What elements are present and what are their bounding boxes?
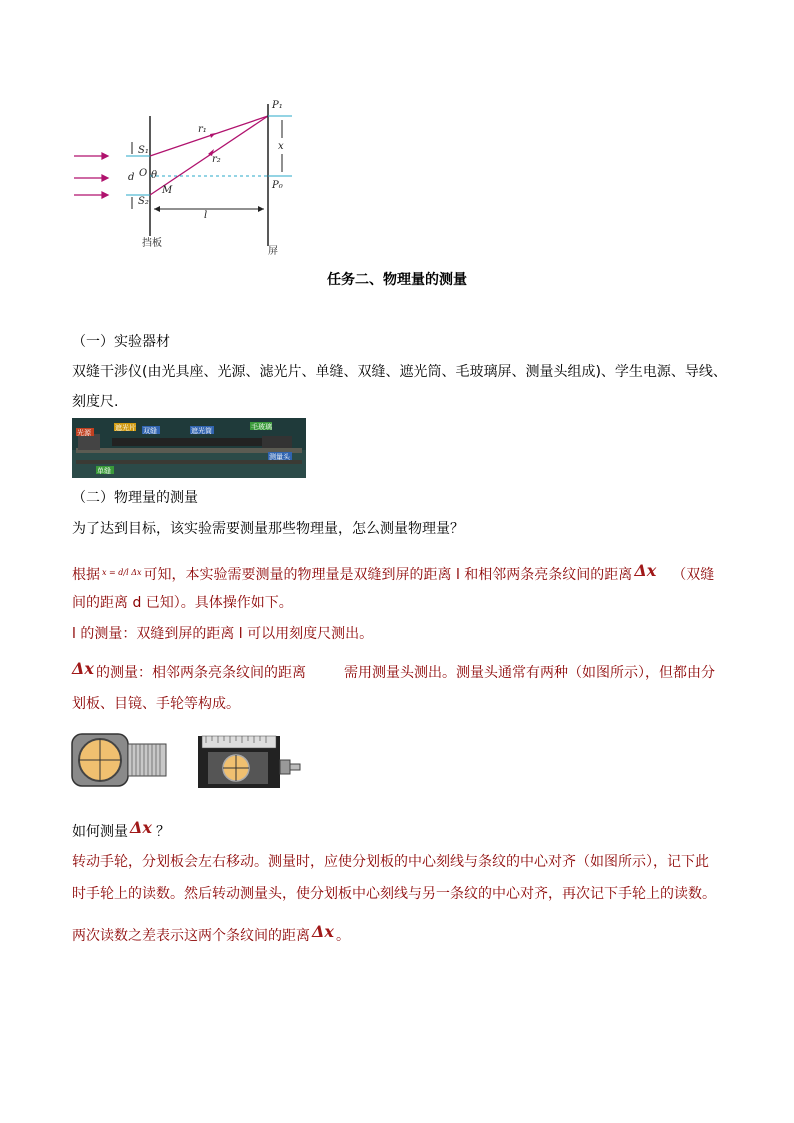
dx-line2: 划板、目镜、手轮等构成。 [72,696,240,712]
label-x: x [278,141,284,152]
part1-text-line2: 刻度尺. [72,394,119,410]
paragraph-formula [72,561,714,585]
how-line3 [72,922,350,946]
label-d: d [128,172,135,183]
how-line3-a: 两次读数之差表示这两个条纹间的距离 [72,928,310,944]
delta-x-symbol: Δx [72,659,94,678]
part2-heading: （二）物理量的测量 [72,490,198,506]
label-barrier: 挡板 [142,238,162,249]
apparatus-label-0: 光源 [77,429,91,437]
double-slit-diagram [66,96,306,256]
dx-line1-a: 的测量：相邻两条亮条纹间的距离 [95,665,306,681]
dx-line1-b: 需用测量头测出。测量头通常有两种（如图所示），但都由分 [343,665,715,681]
label-r1: r₁ [198,124,207,135]
how-line2: 时手轮上的读数。然后转动测量头，使分划板中心刻线与另一条纹的中心对齐，再次记下手轮上的读数。 [72,886,716,902]
label-o: O [139,168,148,179]
apparatus-label-2: 双缝 [143,427,157,435]
apparatus-label-4: 毛玻璃 [251,423,272,431]
how-prefix: 如何测量 [72,824,128,840]
l-measurement: l 的测量：双缝到屏的距离 l 可以用刻度尺测出。 [72,626,374,642]
label-theta: θ [151,170,158,181]
apparatus-photo [72,418,306,478]
how-line1: 转动手轮，分划板会左右移动。测量时，应使分划板的中心刻线与条纹的中心对齐（如图所示），记下此 [72,854,709,870]
apparatus-label-5: 单缝 [97,467,111,475]
section-title: 任务二、物理量的测量 [327,272,467,288]
dx-measurement-line1 [72,659,715,683]
label-s2: S₂ [138,196,149,207]
p1-prefix: 根据 [72,567,100,583]
part1-text-line1: 双缝干涉仪(由光具座、光源、滤光片、单缝、双缝、遮光筒、毛玻璃屏、测量头组成)、学生电源、导线、 [72,364,727,380]
measuring-heads-figure [70,730,302,790]
label-p0: P₀ [272,180,283,191]
p1-line2: 间的距离 d 已知）。具体操作如下。 [72,595,293,611]
label-l: l [204,210,208,221]
delta-x-symbol: Δx [312,922,334,941]
how-line3-b: 。 [335,928,350,944]
apparatus-label-6: 测量头 [269,453,290,461]
label-r2: r₂ [212,154,221,165]
delta-x-symbol: Δx [634,561,657,580]
part2-question: 为了达到目标，该实验需要测量那些物理量，怎么测量物理量？ [72,521,464,537]
apparatus-label-3: 遮光筒 [191,427,212,435]
how-question [72,818,170,842]
p1-tail: （双缝 [672,567,715,583]
label-p1: P₁ [272,100,283,111]
label-m: M [162,185,173,196]
apparatus-label-1: 遮光片 [115,424,136,432]
how-suffix: ？ [155,824,170,840]
part1-heading: （一）实验器材 [72,334,170,350]
formula: x = d/l Δx [102,568,142,577]
label-s1: S₁ [138,145,149,156]
delta-x-symbol: Δx [130,818,152,837]
p1-main: 可知，本实验需要测量的物理量是双缝到屏的距离 l 和相邻两条亮条纹间的距离 [143,567,633,583]
label-screen: 屏 [268,246,278,256]
